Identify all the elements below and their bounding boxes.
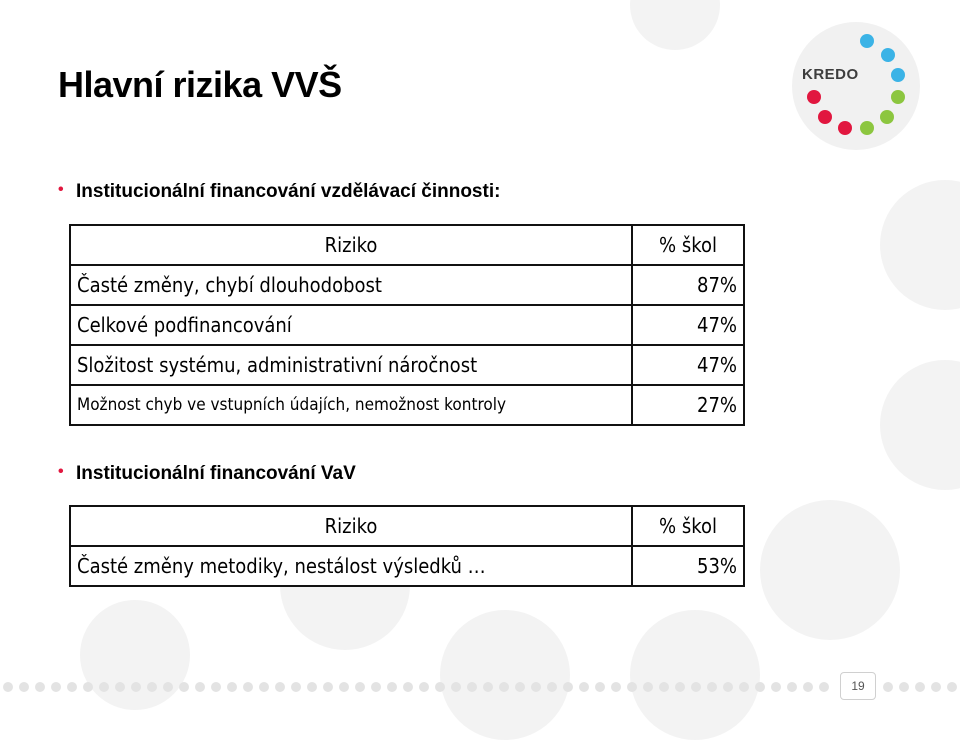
- footer-dot: [643, 682, 653, 692]
- logo-dot-green: [891, 90, 905, 104]
- risk-table-education: [69, 224, 745, 426]
- footer-dot: [611, 682, 621, 692]
- footer-dot: [451, 682, 461, 692]
- table-row: [70, 265, 744, 305]
- footer-dot: [371, 682, 381, 692]
- section2-heading-text: Institucionální financování VaV: [76, 463, 356, 484]
- footer-dot: [179, 682, 189, 692]
- footer-dot: [307, 682, 317, 692]
- footer-dot: [515, 682, 525, 692]
- footer-dot: [19, 682, 29, 692]
- table-cell-percent: 87%: [632, 265, 744, 305]
- footer-dot: [259, 682, 269, 692]
- table-cell-percent: 53%: [632, 546, 744, 586]
- footer-dot: [419, 682, 429, 692]
- table-cell-risk: Složitost systému, administrativní náročnost: [70, 345, 632, 385]
- table-row: [70, 345, 744, 385]
- footer-dot: [227, 682, 237, 692]
- footer-dot: [803, 682, 813, 692]
- background-circle: [440, 610, 570, 740]
- footer-dot: [723, 682, 733, 692]
- bullet-icon: •: [58, 181, 64, 198]
- footer-dot: [499, 682, 509, 692]
- table-header-risk: Riziko: [70, 225, 632, 265]
- logo-background: [792, 22, 920, 150]
- logo-dot-red: [838, 121, 852, 135]
- footer-dot: [563, 682, 573, 692]
- table-row: [70, 305, 744, 345]
- logo-dot-red: [807, 90, 821, 104]
- table-header-row: [70, 506, 744, 546]
- footer-dot: [467, 682, 477, 692]
- footer-dot: [659, 682, 669, 692]
- footer-dot: [547, 682, 557, 692]
- footer-dot: [883, 682, 893, 692]
- footer-dot: [899, 682, 909, 692]
- logo-dot-red: [818, 110, 832, 124]
- section1-heading: [58, 181, 501, 203]
- footer-dot: [819, 682, 829, 692]
- footer-dot: [483, 682, 493, 692]
- footer-dot: [339, 682, 349, 692]
- section2-heading: [58, 463, 356, 485]
- table-header-risk: Riziko: [70, 506, 632, 546]
- footer-dot: [739, 682, 749, 692]
- footer-dot: [275, 682, 285, 692]
- background-circle: [630, 610, 760, 740]
- table-cell-percent: 27%: [632, 385, 744, 425]
- table-cell-percent: 47%: [632, 345, 744, 385]
- footer-dot: [163, 682, 173, 692]
- footer-dot: [435, 682, 445, 692]
- bullet-icon: •: [58, 463, 64, 480]
- footer-dot: [595, 682, 605, 692]
- page-number: 19: [840, 672, 876, 700]
- table-cell-risk: Celkové podfinancování: [70, 305, 632, 345]
- footer-dot: [691, 682, 701, 692]
- footer-dot: [627, 682, 637, 692]
- footer-dot: [147, 682, 157, 692]
- logo-dot-blue: [881, 48, 895, 62]
- footer-dot: [579, 682, 589, 692]
- footer-dot: [243, 682, 253, 692]
- footer-dot: [211, 682, 221, 692]
- footer-dot: [355, 682, 365, 692]
- footer-dot: [915, 682, 925, 692]
- footer-dot: [675, 682, 685, 692]
- table-row: [70, 546, 744, 586]
- table-header-percent: % škol: [632, 225, 744, 265]
- logo-dot-green: [860, 121, 874, 135]
- footer-dot: [35, 682, 45, 692]
- table-header-percent: % škol: [632, 506, 744, 546]
- table-row: [70, 385, 744, 425]
- footer-dot: [323, 682, 333, 692]
- logo-dot-blue: [860, 34, 874, 48]
- footer-dot: [931, 682, 941, 692]
- footer-dot: [67, 682, 77, 692]
- footer-dot: [403, 682, 413, 692]
- table-cell-percent: 47%: [632, 305, 744, 345]
- section1-heading-text: Institucionální financování vzdělávací činnosti:: [76, 181, 501, 202]
- table-cell-risk: Časté změny metodiky, nestálost výsledků …: [70, 546, 632, 586]
- page-title: Hlavní rizika VVŠ: [58, 64, 342, 105]
- footer-dot: [387, 682, 397, 692]
- table-cell-risk: Časté změny, chybí dlouhodobost: [70, 265, 632, 305]
- footer-dot: [787, 682, 797, 692]
- footer-dot: [83, 682, 93, 692]
- logo-dot-green: [880, 110, 894, 124]
- footer-dot-line: [0, 677, 960, 697]
- footer-dot: [3, 682, 13, 692]
- kredo-logo: [792, 22, 920, 150]
- logo-dot-blue: [891, 68, 905, 82]
- footer-dot: [195, 682, 205, 692]
- footer-dot: [115, 682, 125, 692]
- logo-text: KREDO: [802, 66, 859, 83]
- table-cell-risk: Možnost chyb ve vstupních údajích, nemožnost kontroly: [70, 385, 632, 425]
- footer-dot: [755, 682, 765, 692]
- footer-dot: [291, 682, 301, 692]
- footer-dot: [51, 682, 61, 692]
- background-circle: [760, 500, 900, 640]
- background-circle: [630, 0, 720, 50]
- footer-dot: [707, 682, 717, 692]
- risk-table-research: [69, 505, 745, 587]
- background-circle: [880, 360, 960, 490]
- footer-dot: [131, 682, 141, 692]
- footer-dot: [531, 682, 541, 692]
- footer-dot: [99, 682, 109, 692]
- background-circle: [880, 180, 960, 310]
- footer-dot: [947, 682, 957, 692]
- footer-dot: [771, 682, 781, 692]
- table-header-row: [70, 225, 744, 265]
